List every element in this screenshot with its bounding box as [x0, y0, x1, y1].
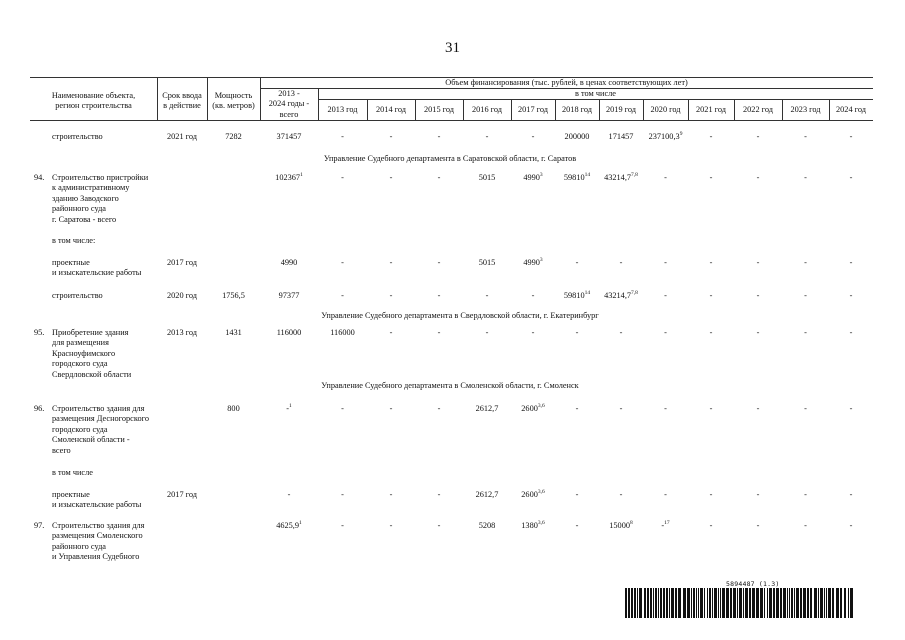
value-cell: - [389, 258, 393, 267]
barcode-bar [826, 588, 827, 618]
value-cell: 4990$^3$ [523, 172, 543, 182]
barcode-bar [687, 588, 690, 618]
row-total: 371457 [276, 132, 302, 141]
value-cell: 2612,7 [475, 404, 499, 413]
value-cell: - [756, 521, 760, 530]
barcode-bar [794, 588, 795, 618]
barcode-bar [769, 588, 772, 618]
barcode-bar [704, 588, 705, 618]
value-cell: - [756, 291, 760, 300]
value-cell: - [849, 173, 853, 182]
barcode-bar [780, 588, 782, 618]
barcode-bar [678, 588, 681, 618]
value-cell: - [341, 490, 344, 499]
barcode-bar [644, 588, 646, 618]
barcode-bar [749, 588, 751, 618]
value-cell: - [756, 132, 760, 141]
header-year: 2014 год [376, 105, 406, 114]
barcode-bar [718, 588, 719, 618]
value-cell: - [389, 132, 393, 141]
row-total: 102367$^1$ [275, 172, 303, 182]
barcode-bar [720, 588, 721, 618]
row-number: 96. [34, 404, 45, 413]
barcode-bar [660, 588, 662, 618]
row-number: 95. [34, 328, 45, 337]
value-cell: 43214,7$^{7,8}$ [604, 290, 638, 300]
value-cell: - [804, 291, 807, 300]
value-cell: - [575, 521, 579, 530]
barcode-bar [737, 588, 738, 618]
value-cell: - [341, 132, 344, 141]
row-name: проектные и изыскательские работы [52, 258, 142, 278]
header-year: 2023 год [790, 105, 821, 114]
barcode-bar [818, 588, 819, 618]
value-cell: - [664, 404, 667, 413]
barcode-bar [691, 588, 692, 618]
value-cell: - [575, 328, 579, 337]
barcode-bar [683, 588, 686, 618]
row-name: строительство [52, 291, 103, 300]
value-cell: 171457 [608, 132, 634, 141]
barcode-bar [730, 588, 732, 618]
value-cell: - [437, 173, 441, 182]
value-cell: - [389, 490, 393, 499]
row-srok: 2017 год [167, 490, 197, 499]
value-cell: 43214,7$^{7,8}$ [604, 172, 638, 182]
incl-label: в том числе: [52, 236, 96, 245]
value-cell: - [485, 291, 489, 300]
value-cell: - [709, 291, 713, 300]
value-cell: - [664, 258, 667, 267]
value-cell: - [804, 173, 807, 182]
value-cell: - [389, 291, 393, 300]
barcode-bar [803, 588, 806, 618]
value-cell: 2612,7 [475, 490, 499, 499]
value-cell: 15000$^8$ [609, 520, 633, 530]
value-cell: - [531, 328, 535, 337]
barcode-bar [722, 588, 725, 618]
row-name: Строительство здания для размещения Десногорского городского суда Смоленской области - всего [52, 404, 149, 455]
header-year: 2022 год [743, 105, 773, 114]
value-cell: - [341, 404, 344, 413]
value-cell: - [531, 132, 535, 141]
barcode-bar [712, 588, 713, 618]
barcode-bar [810, 588, 812, 618]
value-cell: - [756, 173, 760, 182]
barcode-bar [832, 588, 834, 618]
value-cell: - [756, 328, 760, 337]
value-cell: - [437, 132, 441, 141]
barcode-bar [848, 588, 849, 618]
barcode-bar [789, 588, 790, 618]
header-year: 2013 год [327, 105, 358, 114]
row-power: 800 [227, 404, 240, 413]
value-cell: - [804, 490, 807, 499]
barcode-number: 5894487 (1.3) [726, 580, 780, 588]
value-cell: 200000 [564, 132, 590, 141]
barcode-bar [760, 588, 763, 618]
value-cell: - [849, 404, 853, 413]
row-number: 94. [34, 173, 45, 182]
value-cell: - [709, 258, 713, 267]
value-cell: - [849, 490, 853, 499]
value-cell: - [664, 291, 667, 300]
barcode-bar [666, 588, 668, 618]
value-cell: - [437, 258, 441, 267]
barcode-bar [767, 588, 768, 618]
barcode-bar [675, 588, 677, 618]
header-col-name: Наименование объекта, регион строительства [51, 91, 136, 111]
value-cell: - [849, 291, 853, 300]
barcode-bar [714, 588, 717, 618]
value-cell: - [664, 328, 667, 337]
value-cell: - [389, 404, 393, 413]
value-cell: - [804, 404, 807, 413]
barcode-bar [783, 588, 786, 618]
row-name: проектные и изыскательские работы [52, 490, 142, 510]
value-cell: - [849, 258, 853, 267]
value-cell: - [437, 291, 441, 300]
header-year: 2015 год [424, 105, 454, 114]
value-cell: 59810$^{14}$ [563, 172, 591, 182]
header-col-total: 2013 - 2024 годы - всего [268, 89, 310, 119]
barcode-bar [756, 588, 759, 618]
value-cell: - [709, 404, 713, 413]
header-year: 2019 год [606, 105, 636, 114]
header-bottom-rule [30, 120, 873, 121]
barcode-bar [745, 588, 748, 618]
value-cell: - [804, 521, 807, 530]
value-cell: - [849, 132, 853, 141]
barcode-bar [814, 588, 817, 618]
value-cell: - [756, 258, 760, 267]
value-cell: - [341, 173, 344, 182]
row-total: 97377 [278, 291, 300, 300]
value-cell: 5208 [478, 521, 496, 530]
value-cell: 237100,3$^9$ [648, 131, 683, 141]
barcode-bar [628, 588, 630, 618]
value-cell: - [341, 291, 344, 300]
value-cell: - [575, 490, 579, 499]
value-cell: - [437, 328, 441, 337]
value-cell: 1380$^{3,6}$ [521, 520, 545, 530]
barcode-bar [820, 588, 823, 618]
barcode-bar [650, 588, 652, 618]
value-cell: - [575, 258, 579, 267]
barcode-bar [836, 588, 839, 618]
value-cell: - [664, 490, 667, 499]
section-sverdlovsk: Управление Судебного департамента в Свердловской области, г. Екатеринбург [321, 311, 599, 320]
value-cell: - [341, 521, 344, 530]
row-number: 97. [34, 521, 45, 530]
value-cell: - [389, 521, 393, 530]
value-cell: - [709, 132, 713, 141]
value-cell: - [619, 328, 623, 337]
row-srok: 2020 год [167, 291, 197, 300]
value-cell: - [619, 490, 623, 499]
header-year: 2024 год [836, 105, 866, 114]
row-name: Приобретение здания для размещения Красноуфимского городского суда Свердловской области [52, 328, 132, 379]
value-cell: 59810$^{14}$ [563, 290, 591, 300]
page-number: 31 [445, 40, 460, 56]
barcode-bar [796, 588, 799, 618]
barcode-bar [671, 588, 674, 618]
value-cell: - [341, 258, 344, 267]
barcode-bar [739, 588, 742, 618]
barcode-bar [726, 588, 729, 618]
row-power: 1431 [225, 328, 242, 337]
value-cell: - [849, 328, 853, 337]
row-total: 4625,9$^1$ [276, 520, 302, 530]
barcode-image [625, 588, 855, 618]
row-total: -$^1$ [286, 403, 292, 413]
barcode-bar [773, 588, 775, 618]
section-smolensk: Управление Судебного департамента в Смоленской области, г. Смоленск [321, 381, 579, 390]
barcode-bar [700, 588, 703, 618]
barcode-bar [631, 588, 633, 618]
header-year: 2020 год [650, 105, 681, 114]
row-name: Строительство здания для размещения Смоленского районного суда и Управления Судебного [52, 521, 145, 562]
barcode-bar [625, 588, 627, 618]
value-cell: - [709, 490, 713, 499]
value-cell: 4990$^3$ [523, 257, 543, 267]
value-cell: - [756, 490, 760, 499]
row-total: 4990 [280, 258, 298, 267]
barcode-bar [850, 588, 853, 618]
value-cell: -$^{17}$ [661, 520, 670, 530]
value-cell: - [389, 173, 393, 182]
barcode-bar [693, 588, 695, 618]
value-cell: - [619, 404, 623, 413]
barcode-bar [653, 588, 654, 618]
barcode-bar [637, 588, 638, 618]
row-total: 116000 [276, 328, 302, 337]
value-cell: - [619, 258, 623, 267]
row-name: Строительство пристройки к административному зданию Заводского районного суда г. Саратова - всего [52, 173, 149, 224]
value-cell: - [389, 328, 393, 337]
row-srok: 2017 год [167, 258, 197, 267]
value-cell: - [804, 328, 807, 337]
barcode-bar [824, 588, 825, 618]
value-cell: 5015 [478, 258, 496, 267]
value-cell: - [709, 521, 713, 530]
row-name: строительство [52, 132, 103, 141]
value-cell: - [437, 490, 441, 499]
barcode-bar [844, 588, 846, 618]
row-srok: 2013 год [167, 328, 197, 337]
header-col-power: Мощность (кв. метров) [212, 91, 255, 111]
barcode-bar [764, 588, 765, 618]
section-saratov: Управление Судебного департамента в Саратовской области, г. Саратов [323, 154, 577, 163]
value-cell: - [804, 258, 807, 267]
value-cell: - [756, 404, 760, 413]
incl-label: в том числе [52, 468, 93, 477]
barcode-bar [787, 588, 788, 618]
barcode-bar [840, 588, 842, 618]
barcode-bar [791, 588, 793, 618]
value-cell: - [485, 132, 489, 141]
value-cell: 5015 [478, 173, 496, 182]
barcode-bar [776, 588, 779, 618]
barcode-bar [707, 588, 708, 618]
header-in-total: в том числе [575, 89, 616, 98]
barcode-bar [658, 588, 659, 618]
header-year: 2017 год [518, 105, 548, 114]
barcode-bar [669, 588, 670, 618]
barcode-bar [733, 588, 736, 618]
value-cell: - [575, 404, 579, 413]
value-cell: 2600$^{3,6}$ [521, 489, 545, 499]
value-cell: - [437, 404, 441, 413]
barcode-bar [634, 588, 636, 618]
header-year: 2021 год [696, 105, 726, 114]
barcode-bar [655, 588, 657, 618]
barcode-bar [807, 588, 809, 618]
row-power: 1756,5 [222, 291, 245, 300]
value-cell: - [437, 521, 441, 530]
barcode-bar [696, 588, 697, 618]
value-cell: 116000 [330, 328, 355, 337]
barcode-bar [743, 588, 744, 618]
value-cell: 2600$^{3,6}$ [521, 403, 545, 413]
row-srok: 2021 год [167, 132, 197, 141]
barcode-bar [709, 588, 711, 618]
barcode-bar [647, 588, 649, 618]
barcode-bar [800, 588, 802, 618]
barcode-bar [663, 588, 665, 618]
header-funding-title: Объем финансирования (тыс. рублей, в ценах соответствующих лет) [445, 78, 688, 87]
value-cell: - [804, 132, 807, 141]
value-cell: - [709, 173, 713, 182]
value-cell: - [709, 328, 713, 337]
value-cell: - [849, 521, 853, 530]
row-total: - [287, 490, 291, 499]
barcode-bar [698, 588, 699, 618]
header-year: 2016 год [472, 105, 502, 114]
barcode-bar [639, 588, 642, 618]
row-power: 7282 [225, 132, 242, 141]
barcode-bar [828, 588, 831, 618]
barcode-bar [752, 588, 755, 618]
value-cell: - [485, 328, 489, 337]
value-cell: - [664, 173, 667, 182]
value-cell: - [531, 291, 535, 300]
header-col-srok: Срок ввода в действие [162, 91, 202, 111]
header-year: 2018 год [562, 105, 592, 114]
